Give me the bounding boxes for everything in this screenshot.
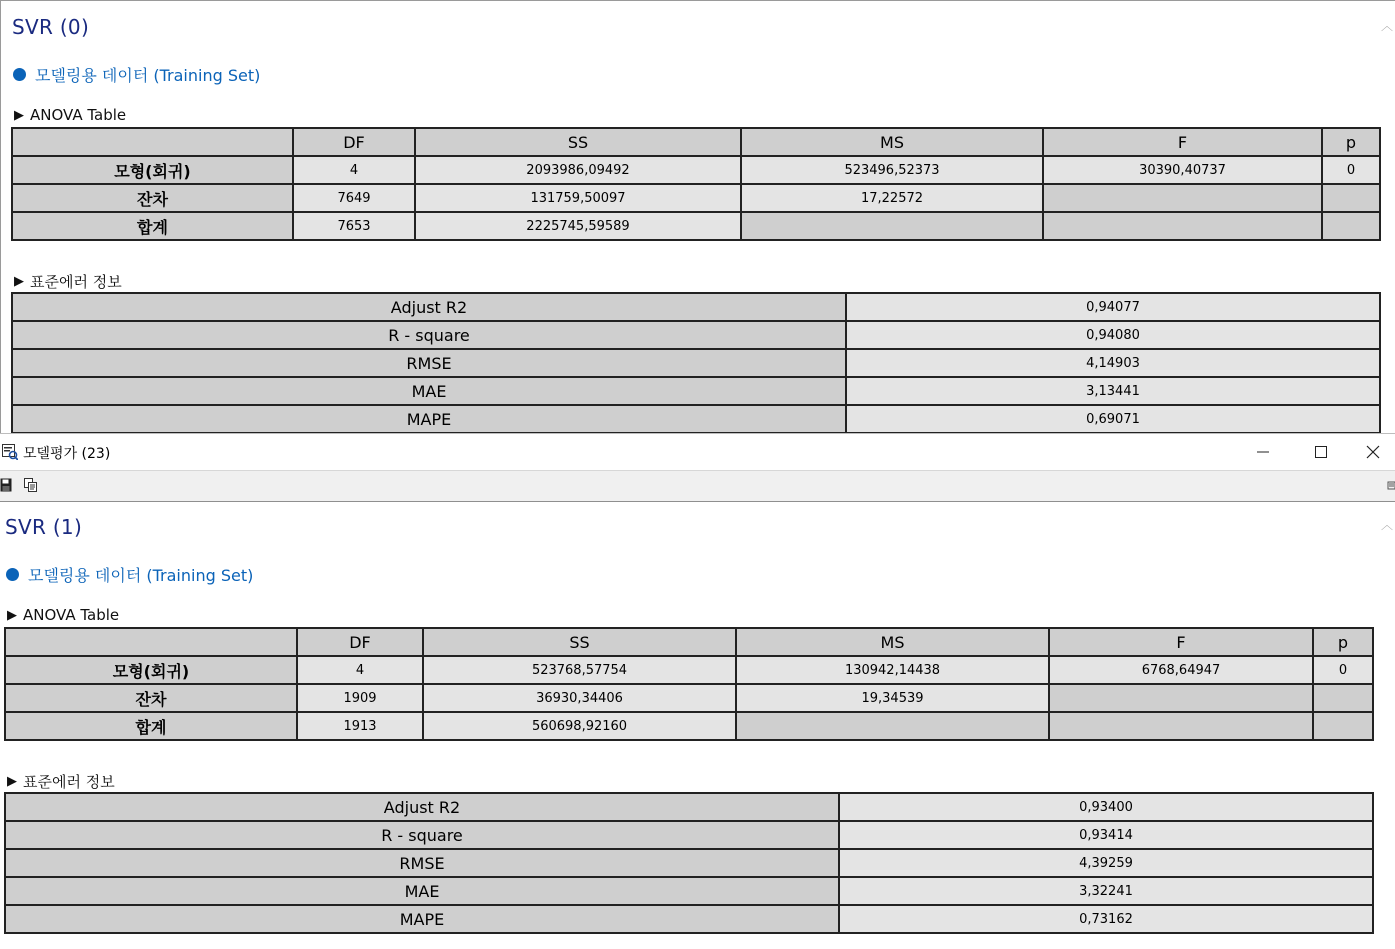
anova-cell: 1913	[297, 712, 423, 740]
metric-label: MAPE	[12, 405, 846, 433]
maximize-icon	[1314, 445, 1328, 459]
metric-value: 4,39259	[839, 849, 1373, 877]
anova-title-text: ANOVA Table	[30, 106, 127, 124]
anova-cell: 4	[297, 656, 423, 684]
section-title	[13, 63, 260, 86]
error-title	[7, 771, 115, 792]
table-row	[12, 212, 1380, 240]
model-title: SVR (1)	[5, 515, 83, 539]
table-row	[12, 377, 1380, 405]
minimize-button[interactable]	[1234, 434, 1292, 470]
metric-label: R - square	[12, 321, 846, 349]
error-title	[14, 271, 122, 292]
metric-value: 0,94077	[846, 293, 1380, 321]
metric-label: R - square	[5, 821, 839, 849]
table-row	[12, 405, 1380, 433]
anova-title-text: ANOVA Table	[23, 606, 120, 624]
metric-value: 0,73162	[839, 905, 1373, 933]
section-title-text: 모델링용 데이터 (Training Set)	[35, 66, 261, 85]
toolbar	[0, 471, 1395, 502]
copy-icon[interactable]	[24, 478, 38, 492]
section-title-text: 모델링용 데이터 (Training Set)	[28, 566, 254, 585]
anova-cell: 0	[1313, 656, 1373, 684]
anova-corner-cell	[12, 128, 293, 156]
anova-row-label: 모형(회귀)	[12, 156, 293, 184]
anova-column-header: DF	[297, 628, 423, 656]
anova-cell	[1043, 184, 1322, 212]
anova-cell	[1322, 212, 1380, 240]
anova-table	[4, 627, 1374, 741]
anova-cell: 19,34539	[736, 684, 1049, 712]
close-icon	[1365, 444, 1381, 460]
anova-cell	[1322, 184, 1380, 212]
window-title: 모델평가 (23)	[23, 446, 111, 462]
anova-column-header: p	[1313, 628, 1373, 656]
anova-title	[7, 606, 119, 624]
triangle-right-icon: ▶	[14, 274, 24, 289]
anova-cell: 36930,34406	[423, 684, 736, 712]
metric-label: MAE	[12, 377, 846, 405]
anova-cell	[1049, 712, 1313, 740]
anova-cell: 130942,14438	[736, 656, 1049, 684]
anova-column-header: DF	[293, 128, 415, 156]
table-row	[5, 877, 1373, 905]
metric-label: MAE	[5, 877, 839, 905]
anova-row-label: 모형(회귀)	[5, 656, 297, 684]
anova-column-header: SS	[415, 128, 741, 156]
table-row	[12, 293, 1380, 321]
save-icon[interactable]	[0, 478, 14, 492]
window-titlebar[interactable]	[0, 433, 1395, 471]
anova-cell: 30390,40737	[1043, 156, 1322, 184]
metric-label: Adjust R2	[12, 293, 846, 321]
anova-column-header: F	[1043, 128, 1322, 156]
close-button[interactable]	[1350, 434, 1395, 470]
table-row	[5, 712, 1373, 740]
error-title-text: 표준에러 정보	[30, 273, 122, 291]
section-title	[6, 563, 253, 586]
metric-value: 0,69071	[846, 405, 1380, 433]
anova-cell	[1043, 212, 1322, 240]
table-row	[12, 321, 1380, 349]
anova-cell	[1313, 712, 1373, 740]
triangle-right-icon: ▶	[14, 107, 24, 123]
anova-cell	[1313, 684, 1373, 712]
anova-cell: 7649	[293, 184, 415, 212]
result-pane-svr-1	[0, 502, 1395, 949]
anova-row-label: 잔차	[5, 684, 297, 712]
model-title: SVR (0)	[12, 15, 90, 39]
anova-cell: 6768,64947	[1049, 656, 1313, 684]
menu-icon[interactable]	[1387, 478, 1395, 492]
anova-cell	[736, 712, 1049, 740]
anova-header-row	[5, 628, 1373, 656]
metric-label: RMSE	[12, 349, 846, 377]
metric-value: 0,93414	[839, 821, 1373, 849]
error-table	[11, 292, 1381, 433]
metric-value: 3,13441	[846, 377, 1380, 405]
anova-column-header: F	[1049, 628, 1313, 656]
anova-cell: 523496,52373	[741, 156, 1043, 184]
anova-cell: 4	[293, 156, 415, 184]
anova-cell: 560698,92160	[423, 712, 736, 740]
scroll-up-icon[interactable]: ︿	[1380, 19, 1393, 33]
table-row	[5, 793, 1373, 821]
anova-header-row	[12, 128, 1380, 156]
anova-row-label: 잔차	[12, 184, 293, 212]
metric-label: MAPE	[5, 905, 839, 933]
table-row	[5, 905, 1373, 933]
anova-row-label: 합계	[5, 712, 297, 740]
bullet-icon	[6, 568, 19, 581]
triangle-right-icon: ▶	[7, 607, 17, 623]
metric-value: 0,94080	[846, 321, 1380, 349]
table-row	[12, 349, 1380, 377]
table-row	[5, 684, 1373, 712]
anova-cell	[741, 212, 1043, 240]
anova-column-header: SS	[423, 628, 736, 656]
anova-cell: 1909	[297, 684, 423, 712]
anova-corner-cell	[5, 628, 297, 656]
anova-row-label: 합계	[12, 212, 293, 240]
anova-cell: 17,22572	[741, 184, 1043, 212]
anova-column-header: MS	[736, 628, 1049, 656]
table-row	[12, 184, 1380, 212]
anova-table	[11, 127, 1381, 241]
anova-cell	[1049, 684, 1313, 712]
anova-cell: 0	[1322, 156, 1380, 184]
anova-title	[14, 106, 126, 124]
anova-cell: 2093986,09492	[415, 156, 741, 184]
metric-label: RMSE	[5, 849, 839, 877]
result-pane-svr-0	[0, 0, 1395, 433]
app-icon	[2, 444, 18, 460]
anova-cell: 7653	[293, 212, 415, 240]
table-row	[12, 156, 1380, 184]
anova-cell: 523768,57754	[423, 656, 736, 684]
bullet-icon	[13, 68, 26, 81]
maximize-button[interactable]	[1292, 434, 1350, 470]
metric-value: 0,93400	[839, 793, 1373, 821]
anova-cell: 2225745,59589	[415, 212, 741, 240]
metric-value: 3,32241	[839, 877, 1373, 905]
scroll-up-icon[interactable]: ︿	[1380, 518, 1393, 532]
error-table	[4, 792, 1374, 934]
anova-column-header: p	[1322, 128, 1380, 156]
anova-cell: 131759,50097	[415, 184, 741, 212]
metric-value: 4,14903	[846, 349, 1380, 377]
metric-label: Adjust R2	[5, 793, 839, 821]
table-row	[5, 849, 1373, 877]
minimize-icon	[1256, 445, 1270, 459]
table-row	[5, 656, 1373, 684]
error-title-text: 표준에러 정보	[23, 773, 115, 791]
anova-column-header: MS	[741, 128, 1043, 156]
triangle-right-icon: ▶	[7, 774, 17, 789]
table-row	[5, 821, 1373, 849]
